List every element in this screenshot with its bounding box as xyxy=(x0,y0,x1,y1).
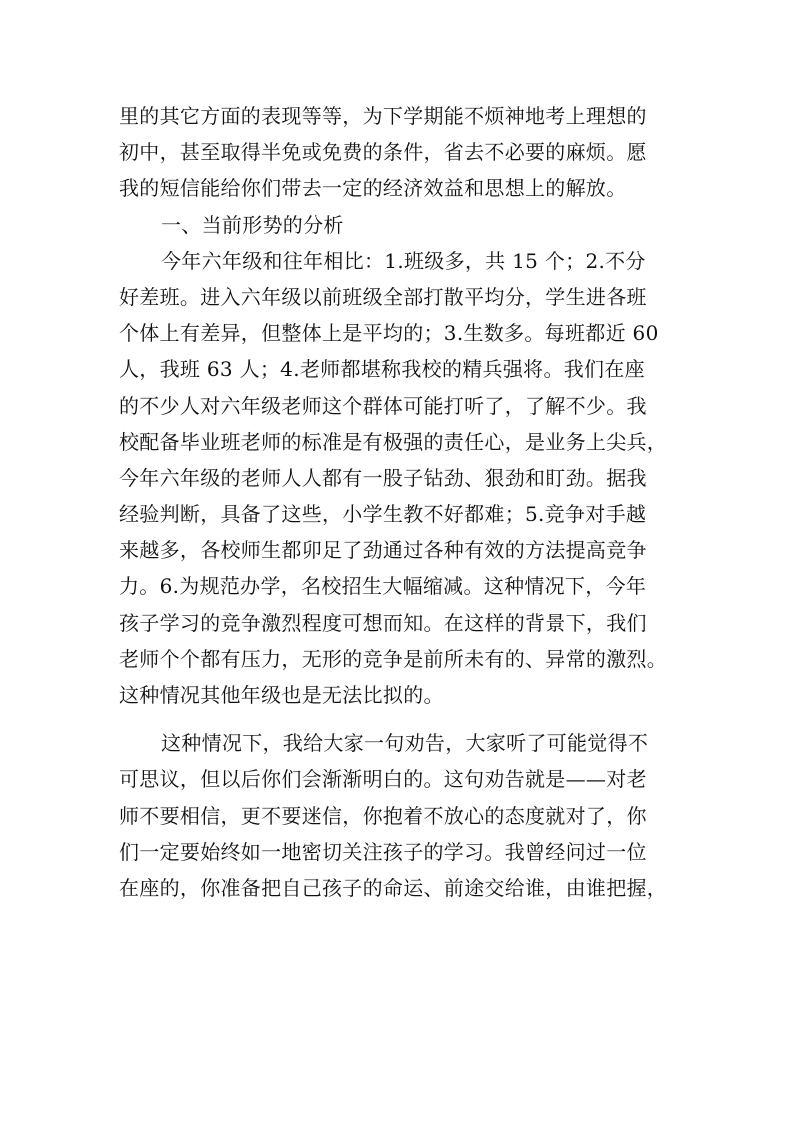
section-heading: 一、当前形势的分析 xyxy=(161,212,344,237)
text-line: 们一定要始终如一地密切关注孩子的学习。我曾经问过一位 xyxy=(119,839,647,864)
text-line: 人，我班 63 人；4.老师都堪称我校的精兵强将。我们在座 xyxy=(119,357,645,382)
text-line: 我的短信能给你们带去一定的经济效益和思想上的解放。 xyxy=(119,176,627,201)
text-line: 老师个个都有压力，无形的竞争是前所未有的、异常的激烈。 xyxy=(119,646,668,671)
text-line: 来越多，各校师生都卯足了劲通过各种有效的方法提高竞争 xyxy=(119,538,647,563)
text-line: 这种情况其他年级也是无法比拟的。 xyxy=(119,683,444,707)
text-line: 个体上有差异，但整体上是平均的；3.生数多。每班都近 60 xyxy=(119,321,659,346)
text-line: 孩子学习的竞争激烈程度可想而知。在这样的背景下，我们 xyxy=(119,610,647,635)
text-line: 这种情况下，我给大家一句劝告，大家听了可能觉得不 xyxy=(161,731,649,756)
text-line: 可思议，但以后你们会渐渐明白的。这句劝告就是——对老 xyxy=(119,767,647,792)
text-line: 今年六年级的老师人人都有一股子钻劲、狠劲和盯劲。据我 xyxy=(119,465,647,490)
text-line: 校配备毕业班老师的标准是有极强的责任心，是业务上尖兵， xyxy=(119,429,668,454)
text-line: 在座的，你准备把自己孩子的命运、前途交给谁，由谁把握， xyxy=(119,875,668,900)
text-line: 经验判断，具备了这些，小学生教不好都难；5.竞争对手越 xyxy=(119,502,647,527)
document-body xyxy=(119,98,679,906)
text-line: 的不少人对六年级老师这个群体可能打听了，了解不少。我 xyxy=(119,393,647,418)
text-line: 师不要相信，更不要迷信，你抱着不放心的态度就对了，你 xyxy=(119,803,647,828)
text-line: 里的其它方面的表现等等，为下学期能不烦神地考上理想的 xyxy=(119,104,647,128)
text-line: 初中，甚至取得半免或免费的条件，省去不必要的麻烦。愿 xyxy=(119,140,647,165)
paragraph-gap xyxy=(119,713,679,725)
text-line: 今年六年级和往年相比：1.班级多，共 15 个；2.不分 xyxy=(161,248,646,273)
text-line: 力。6.为规范办学，名校招生大幅缩减。这种情况下，今年 xyxy=(119,574,647,599)
text-line: 好差班。进入六年级以前班级全部打散平均分，学生进各班 xyxy=(119,284,647,309)
